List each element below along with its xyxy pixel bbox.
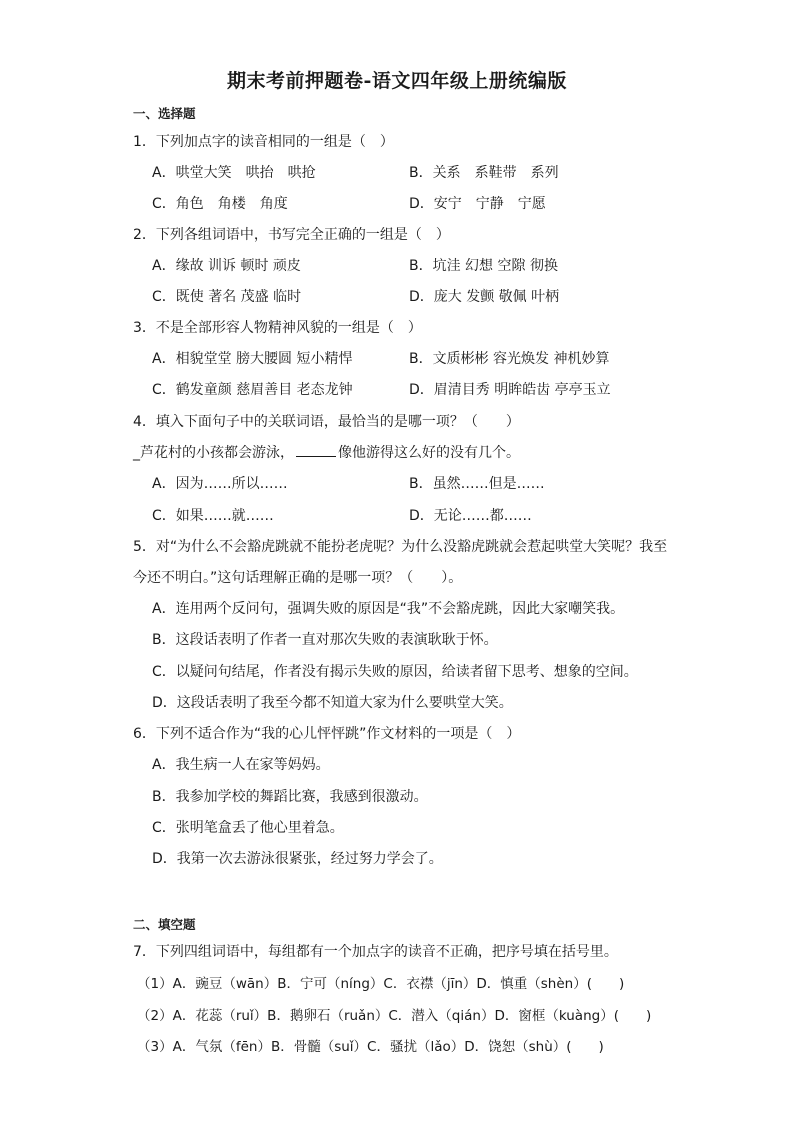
section-heading-choice: 一、选择题 [133,106,196,121]
question-4-option-c: C．如果……就…… [152,508,274,524]
question-2-option-c: C．既使 著名 茂盛 临时 [152,289,302,305]
question-4-option-d: D．无论……都…… [409,508,532,524]
question-1-stem: 1．下列加点字的读音相同的一组是（ ） [133,134,394,150]
question-5-option-a: A．连用两个反问句，强调失败的原因是“我”不会豁虎跳，因此大家嘲笑我。 [152,601,625,617]
question-3-option-c: C．鹤发童颜 慈眉善目 老态龙钟 [152,382,353,398]
question-5-stem-line-2: 今还不明白。”这句话理解正确的是哪一项？（ ）。 [133,570,463,586]
question-7-item-3: （3）A．气氛（fēn）B．骨髓（suǐ）C．骚扰（lǎo）D．饶恕（shù）( ) [137,1039,604,1055]
question-7-item-2: （2）A．花蕊（ruǐ）B．鹅卵石（ruǎn）C．潜入（qián）D．窗框（kuàng）( ) [137,1008,652,1024]
page-title: 期末考前押题卷-语文四年级上册统编版 [227,70,567,92]
question-6-option-a: A．我生病一人在家等妈妈。 [152,757,330,773]
question-3-stem: 3．不是全部形容人物精神风貌的一组是（ ） [133,320,422,336]
question-3-option-a: A．相貌堂堂 膀大腰圆 短小精悍 [152,351,353,367]
question-1-option-b: B．关系 系鞋带 系列 [409,165,559,181]
question-4-sentence-part-1: _芦花村的小孩都会游泳， [133,445,294,461]
question-2-option-b: B．坑洼 幻想 空隙 彻换 [409,258,558,274]
question-2-stem: 2．下列各组词语中，书写完全正确的一组是（ ） [133,227,450,243]
question-4-sentence [133,442,520,462]
question-1-option-d: D．安宁 宁静 宁愿 [409,196,546,212]
question-5-stem-line-1: 5．对“为什么不会豁虎跳就不能扮老虎呢？为什么没豁虎跳就会惹起哄堂大笑呢？我至 [133,539,668,555]
question-1-option-a: A．哄堂大笑 哄抬 哄抢 [152,165,316,181]
question-6-stem: 6．下列不适合作为“我的心儿怦怦跳”作文材料的一项是（ ） [133,726,521,742]
question-4-option-b: B．虽然……但是…… [409,476,545,492]
question-3-option-d: D．眉清目秀 明眸皓齿 亭亭玉立 [409,382,611,398]
question-1-option-c: C．角色 角楼 角度 [152,196,288,212]
question-5-option-d: D．这段话表明了我至今都不知道大家为什么要哄堂大笑。 [152,695,513,711]
question-4-stem: 4．填入下面句子中的关联词语，最恰当的是哪一项？（ ） [133,414,520,430]
fill-blank [296,444,336,457]
question-6-option-c: C．张明笔盒丢了他心里着急。 [152,820,344,836]
question-6-option-d: D．我第一次去游泳很紧张，经过努力学会了。 [152,851,443,867]
question-5-option-c: C．以疑问句结尾，作者没有揭示失败的原因，给读者留下思考、想象的空间。 [152,664,638,680]
question-7-item-1: （1）A．豌豆（wān）B．宁可（níng）C．衣襟（jīn）D．慎重（shèn）( ) [137,976,625,992]
question-4-sentence-part-2: 像他游得这么好的没有几个。 [338,445,520,461]
question-3-option-b: B．文质彬彬 容光焕发 神机妙算 [409,351,610,367]
question-7-stem: 7．下列四组词语中，每组都有一个加点字的读音不正确，把序号填在括号里。 [133,944,618,960]
question-2-option-a: A．缘故 训诉 顿时 顽皮 [152,258,301,274]
section-heading-fill: 二、填空题 [133,917,196,932]
question-2-option-d: D．庞大 发颤 敬佩 叶柄 [409,289,560,305]
question-4-option-a: A．因为……所以…… [152,476,288,492]
question-5-option-b: B．这段话表明了作者一直对那次失败的表演耿耿于怀。 [152,632,498,648]
question-6-option-b: B．我参加学校的舞蹈比赛，我感到很激动。 [152,789,428,805]
